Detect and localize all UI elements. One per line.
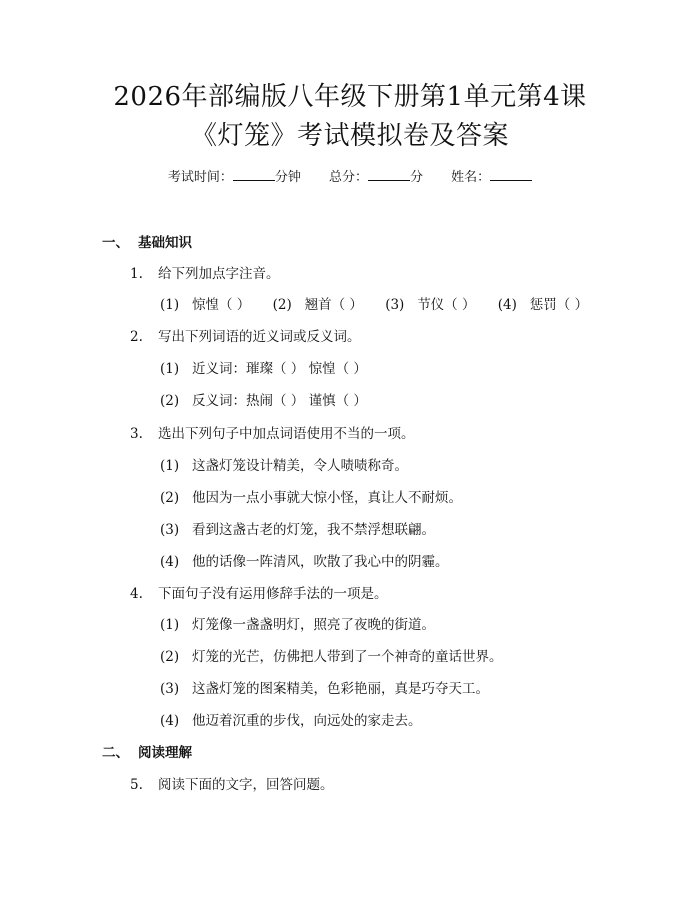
total-score-unit: 分	[410, 170, 424, 185]
option-number: (2)	[160, 393, 180, 409]
option-text: 近义词：璀璨（ ） 惊惶（ ）	[192, 361, 367, 377]
option	[160, 709, 422, 729]
question-number: 5.	[130, 777, 143, 793]
section-heading	[102, 231, 192, 251]
option-number: (2)	[160, 649, 180, 665]
option	[160, 677, 489, 697]
option-text: 他因为一点小事就大惊小怪，真让人不耐烦。	[192, 490, 462, 506]
section-title: 基础知识	[138, 235, 192, 251]
option-text: 这盏灯笼的图案精美，色彩艳丽，真是巧夺天工。	[192, 681, 489, 697]
option	[160, 550, 449, 570]
option-number: (1)	[160, 458, 180, 474]
option	[160, 645, 503, 665]
exam-title-line2: 《灯笼》考试模拟卷及答案	[190, 121, 509, 151]
question-text: 给下列加点字注音。	[158, 266, 280, 282]
total-score-blank	[368, 168, 410, 181]
option-number: (3)	[160, 522, 180, 538]
option-number: (3)	[385, 297, 405, 313]
exam-time-label: 考试时间：	[167, 170, 233, 185]
option	[160, 297, 250, 313]
total-score-label: 总分：	[328, 170, 368, 185]
option	[498, 297, 588, 313]
question	[130, 262, 280, 282]
option-number: (2)	[160, 490, 180, 506]
question-number: 4.	[130, 586, 143, 602]
section-number: 二、	[102, 745, 129, 761]
option-number: (2)	[272, 297, 292, 313]
exam-title-line1: 2026年部编版八年级下册第1单元第4课	[113, 82, 587, 112]
exam-time-blank	[233, 168, 275, 181]
option-number: (4)	[497, 297, 517, 313]
option-text: 他迈着沉重的步伐，向远处的家走去。	[192, 713, 422, 729]
student-name-blank	[490, 168, 532, 181]
question-text: 阅读下面的文字，回答问题。	[158, 777, 334, 793]
option-text: 惩罚（ ）	[529, 297, 589, 313]
option-text: 看到这盏古老的灯笼，我不禁浮想联翩。	[192, 522, 435, 538]
question-number: 3.	[130, 426, 143, 442]
question-text: 下面句子没有运用修辞手法的一项是。	[158, 586, 388, 602]
question	[130, 422, 415, 442]
option-number: (4)	[160, 554, 180, 570]
option-text: 灯笼像一盏盏明灯，照亮了夜晚的街道。	[192, 617, 435, 633]
option-number: (1)	[160, 617, 180, 633]
exam-meta	[0, 168, 700, 187]
option-text: 这盏灯笼设计精美，令人啧啧称奇。	[192, 458, 408, 474]
option-text: 灯笼的光芒，仿佛把人带到了一个神奇的童话世界。	[192, 649, 503, 665]
option	[160, 613, 435, 633]
question-text: 选出下列句子中加点词语使用不当的一项。	[158, 426, 415, 442]
section-number: 一、	[102, 235, 129, 251]
question	[130, 773, 334, 793]
option-number: (3)	[160, 681, 180, 697]
option-text: 反义词：热闹（ ） 谨慎（ ）	[192, 393, 367, 409]
option	[160, 357, 367, 377]
option-text: 节仪（ ）	[417, 297, 476, 313]
option	[273, 297, 363, 313]
student-name-label: 姓名：	[451, 170, 491, 185]
total-score-field	[329, 170, 427, 185]
exam-time-unit: 分钟	[274, 170, 301, 185]
option-number: (1)	[160, 297, 180, 313]
section-title: 阅读理解	[138, 745, 192, 761]
option	[160, 389, 367, 409]
section-heading	[102, 741, 192, 761]
question	[130, 325, 361, 345]
option-number: (1)	[160, 361, 180, 377]
question-number: 2.	[130, 329, 143, 345]
option	[160, 518, 435, 538]
question-text: 写出下列词语的近义词或反义词。	[158, 329, 361, 345]
exam-time-field	[168, 170, 305, 185]
option-text: 他的话像一阵清风，吹散了我心中的阴霾。	[192, 554, 449, 570]
option-text: 惊惶（ ）	[192, 297, 251, 313]
option	[160, 454, 408, 474]
option-row	[160, 293, 606, 313]
option-text: 翘首（ ）	[304, 297, 363, 313]
student-name-field	[451, 170, 532, 185]
option	[385, 297, 475, 313]
question-number: 1.	[130, 266, 143, 282]
option-number: (4)	[160, 713, 180, 729]
question	[130, 582, 388, 602]
option	[160, 486, 462, 506]
